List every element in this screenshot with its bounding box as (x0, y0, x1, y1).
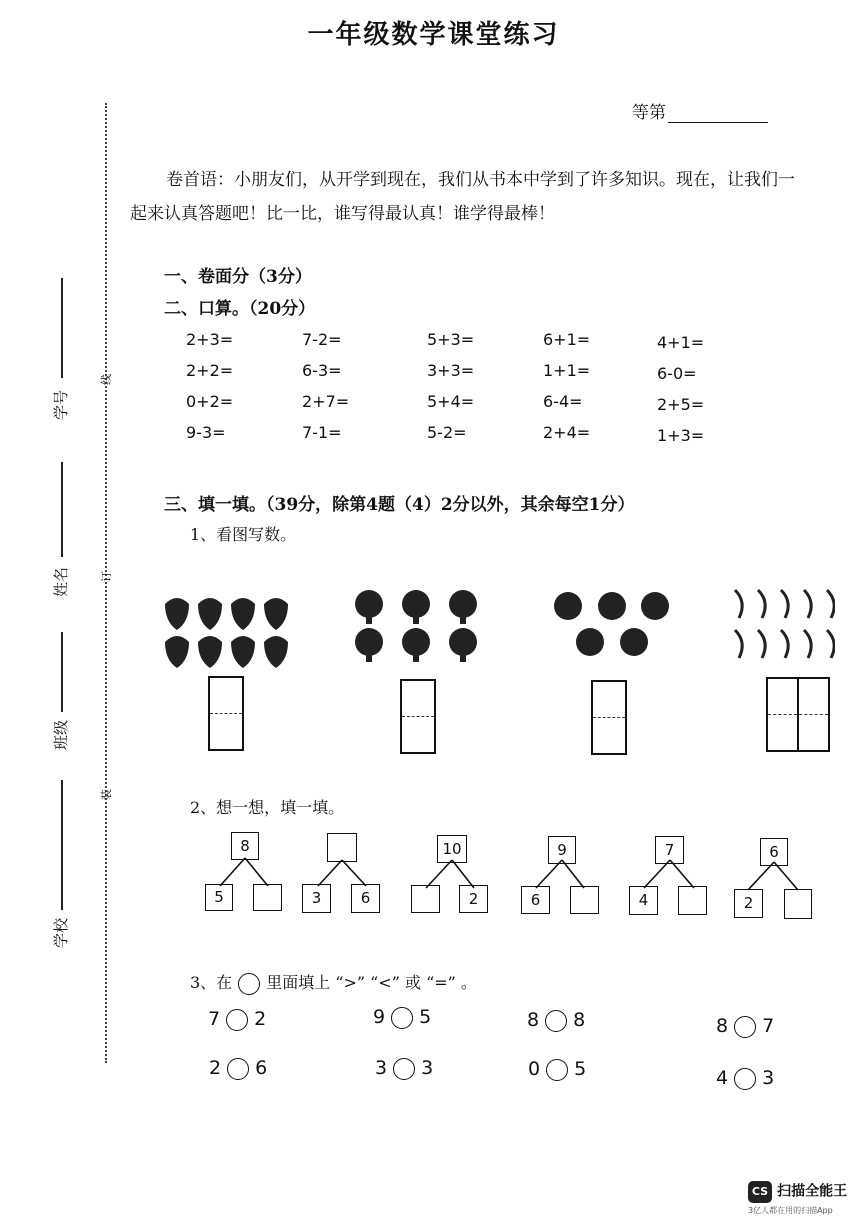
q3-title (190, 970, 477, 995)
grade-blank[interactable] (668, 104, 768, 123)
calc-item: 6-4= (543, 392, 583, 411)
calc-item: 5-2= (427, 423, 467, 442)
calc-column (186, 330, 233, 454)
compare-circle[interactable] (734, 1068, 756, 1090)
compare-circle[interactable] (734, 1016, 756, 1038)
calc-item: 6+1= (543, 330, 591, 349)
scanner-tagline: 3亿人都在用的扫描App (748, 1206, 833, 1215)
compare-circle[interactable] (393, 1058, 415, 1080)
section3-title: 三、填一填。（39分，除第4题（4）2分以外，其余每空1分） (164, 495, 635, 515)
grade-label: 等第 (632, 103, 666, 123)
compare-right: 3 (762, 1067, 775, 1089)
compare-right: 5 (574, 1058, 587, 1080)
intro-paragraph: 卷首语：小朋友们，从开学到现在，我们从书本中学到了许多知识。现在，让我们一起来认真答题吧！比一比，谁写得最认真！谁学得最棒！ (130, 170, 795, 224)
binding-mark-line: 线 (100, 374, 113, 385)
tree-right-box[interactable] (784, 889, 812, 919)
tree-top-box[interactable]: 8 (231, 832, 259, 860)
compare-left: 2 (209, 1057, 222, 1079)
compare-item (716, 1067, 774, 1090)
compare-item (716, 1015, 774, 1038)
compare-left: 7 (208, 1008, 221, 1030)
tree-left-box[interactable]: 4 (629, 886, 658, 915)
compare-item (373, 1006, 431, 1029)
calc-column (302, 330, 349, 454)
calc-item: 1+3= (657, 426, 705, 445)
binding-mark-ding: 订 (100, 571, 113, 582)
class-blank[interactable] (61, 632, 63, 712)
binding-mark-zhuang: 装 (100, 789, 113, 800)
compare-item (209, 1057, 267, 1080)
school-blank[interactable] (61, 780, 63, 910)
answer-box-tree[interactable] (400, 679, 436, 754)
binding-dotted-line (105, 103, 107, 1063)
calc-item: 0+2= (186, 392, 234, 411)
calc-column (657, 333, 704, 457)
compare-left: 9 (373, 1006, 386, 1028)
compare-left: 8 (527, 1009, 540, 1031)
q1-title: 1、看图写数。 (190, 525, 297, 544)
student-id-label: 学号 (52, 389, 70, 420)
apple-picture-icon (552, 590, 672, 660)
calc-item: 4+1= (657, 333, 705, 352)
name-blank[interactable] (61, 462, 63, 557)
calc-item: 9-3= (186, 423, 226, 442)
compare-right: 5 (419, 1006, 432, 1028)
answer-box-strawberry[interactable] (208, 676, 244, 751)
compare-circle[interactable] (391, 1007, 413, 1029)
calc-item: 1+1= (543, 361, 591, 380)
tree-right-box[interactable] (570, 886, 599, 914)
tree-right-box[interactable]: 6 (351, 884, 380, 913)
calc-column (427, 330, 474, 454)
answer-box-banana[interactable] (766, 677, 830, 752)
class-label: 班级 (52, 719, 70, 750)
grade-field (632, 98, 768, 123)
compare-circle[interactable] (226, 1009, 248, 1031)
q3-title-pre: 3、在 (190, 973, 233, 992)
calc-item: 2+2= (186, 361, 234, 380)
calc-item: 5+4= (427, 392, 475, 411)
tree-left-box[interactable] (411, 885, 440, 913)
compare-right: 8 (573, 1009, 586, 1031)
calc-item: 2+3= (186, 330, 234, 349)
tree-right-box[interactable] (253, 884, 282, 911)
section2-title: 二、口算。（20分） (164, 299, 316, 319)
compare-right: 2 (254, 1008, 267, 1030)
tree-top-box[interactable]: 6 (760, 838, 788, 866)
compare-left: 0 (528, 1058, 541, 1080)
tree-top-box[interactable]: 9 (548, 836, 576, 864)
compare-item (375, 1057, 433, 1080)
calc-item: 3+3= (427, 361, 475, 380)
school-label: 学校 (52, 917, 70, 948)
q2-title: 2、想一想，填一填。 (190, 798, 345, 817)
compare-left: 3 (375, 1057, 388, 1079)
compare-right: 3 (421, 1057, 434, 1079)
tree-top-box[interactable]: 10 (437, 835, 467, 863)
compare-right: 6 (255, 1057, 268, 1079)
scanner-brand: 扫描全能王 (777, 1183, 848, 1200)
tree-left-box[interactable]: 2 (734, 889, 763, 918)
compare-right: 7 (762, 1015, 775, 1037)
tree-left-box[interactable]: 6 (521, 886, 550, 914)
compare-item (208, 1008, 266, 1031)
scanner-watermark (748, 1180, 847, 1216)
compare-item (528, 1058, 586, 1081)
calc-item: 7-2= (302, 330, 342, 349)
calc-item: 6-0= (657, 364, 697, 383)
q3-title-post: 里面填上 “>” “<” 或 “=” 。 (266, 973, 477, 992)
tree-right-box[interactable]: 2 (459, 885, 488, 913)
calc-column (543, 330, 590, 454)
tree-top-box[interactable]: 7 (655, 836, 684, 864)
tree-left-box[interactable]: 3 (302, 884, 331, 913)
calc-item: 5+3= (427, 330, 475, 349)
page-title: 一年级数学课堂练习 (307, 20, 560, 50)
compare-circle[interactable] (227, 1058, 249, 1080)
answer-box-apple[interactable] (591, 680, 627, 755)
section1-title: 一、卷面分（3分） (164, 267, 312, 287)
strawberry-picture-icon (155, 590, 290, 670)
calc-item: 7-1= (302, 423, 342, 442)
calc-item: 2+7= (302, 392, 350, 411)
compare-circle[interactable] (545, 1010, 567, 1032)
banana-picture-icon (730, 585, 835, 670)
tree-left-box[interactable]: 5 (205, 884, 233, 911)
circle-icon (238, 973, 260, 995)
scanner-logo-icon: CS (748, 1181, 772, 1203)
student-id-blank[interactable] (61, 278, 63, 378)
compare-left: 4 (716, 1067, 729, 1089)
tree-top-box[interactable] (327, 833, 357, 862)
tree-right-box[interactable] (678, 886, 707, 915)
calc-item: 2+4= (543, 423, 591, 442)
tree-picture-icon (352, 590, 484, 668)
number-tree-lines (180, 830, 820, 930)
calc-item: 6-3= (302, 361, 342, 380)
compare-left: 8 (716, 1015, 729, 1037)
name-label: 姓名 (52, 566, 70, 597)
calc-item: 2+5= (657, 395, 705, 414)
compare-circle[interactable] (546, 1059, 568, 1081)
compare-item (527, 1009, 585, 1032)
